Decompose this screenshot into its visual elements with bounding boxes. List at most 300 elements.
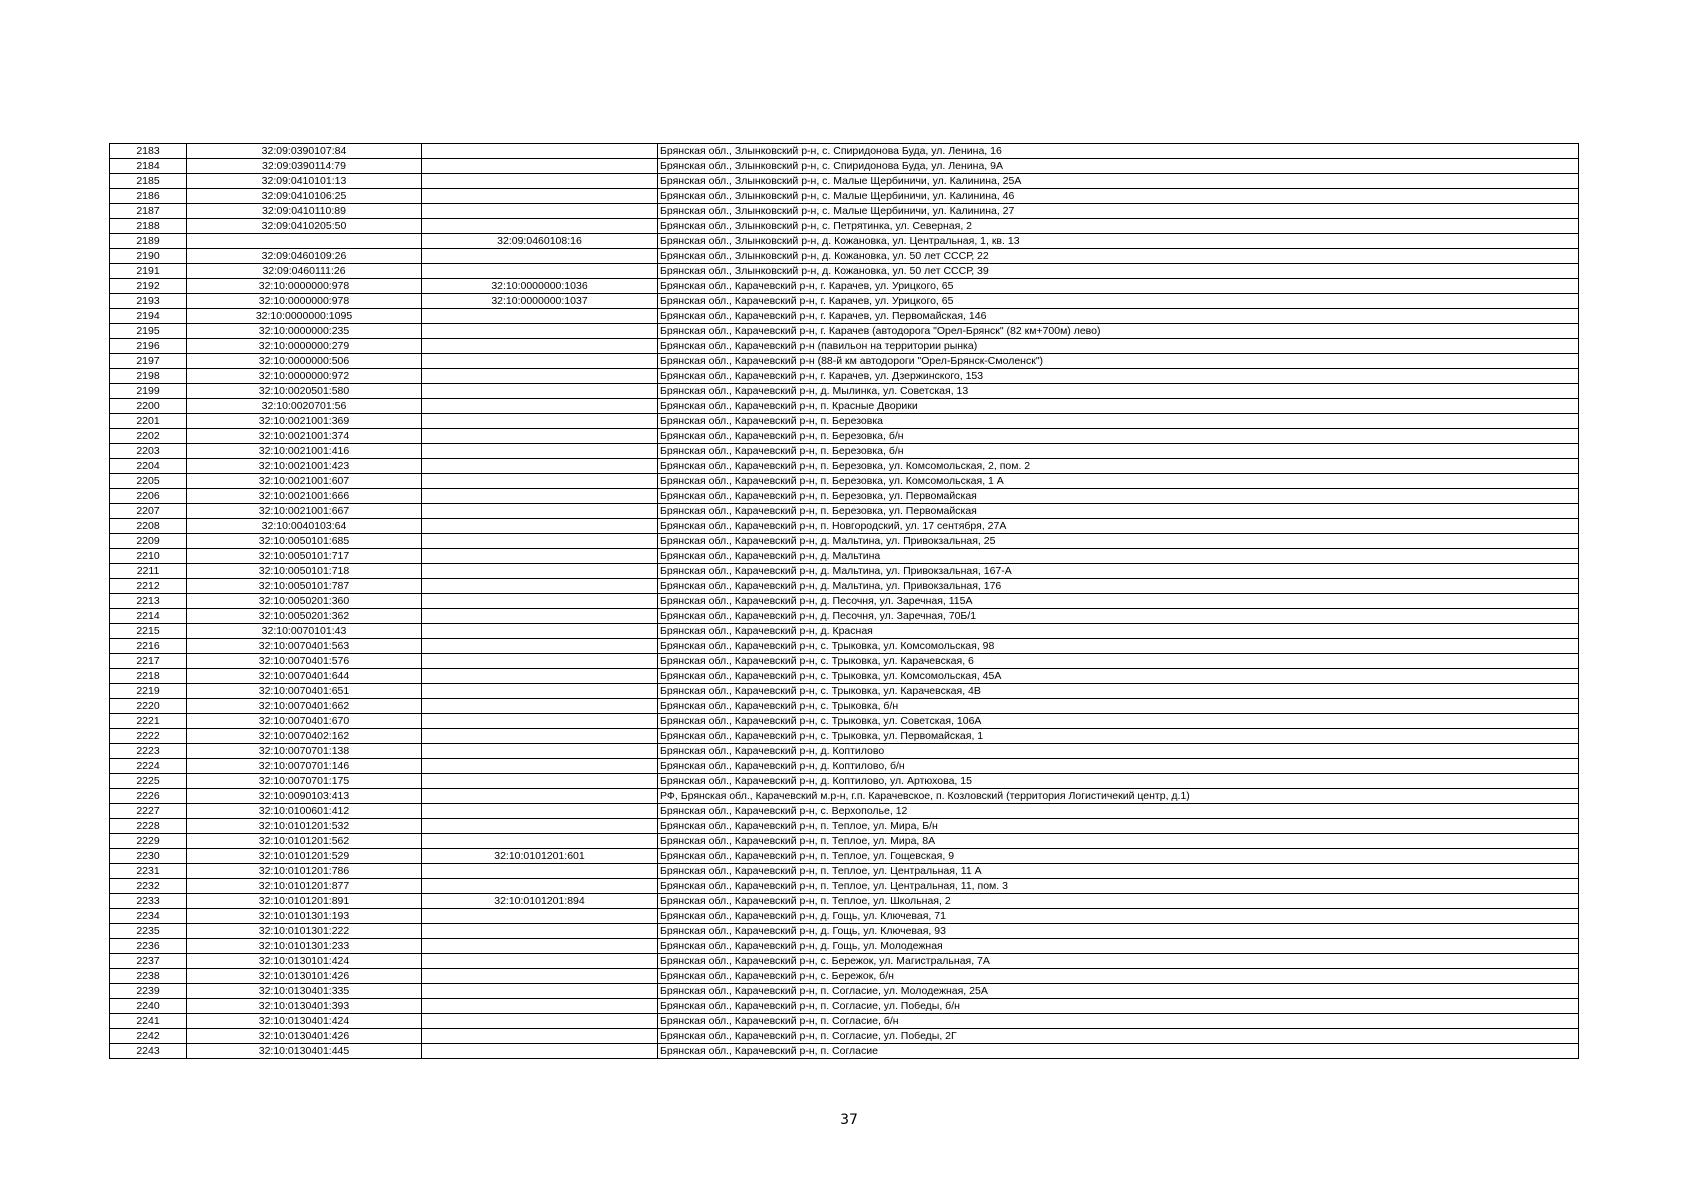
cadastral-number-cell: 32:10:0101201:529	[187, 849, 422, 864]
related-cadastral-number-cell	[422, 384, 658, 399]
table-row	[110, 639, 1579, 654]
cadastral-number-cell: 32:10:0101301:193	[187, 909, 422, 924]
related-cadastral-number-cell	[422, 534, 658, 549]
row-number-cell: 2229	[110, 834, 187, 849]
cadastral-number-cell: 32:10:0070701:146	[187, 759, 422, 774]
related-cadastral-number-cell	[422, 474, 658, 489]
related-cadastral-number-cell: 32:09:0460108:16	[422, 234, 658, 249]
related-cadastral-number-cell	[422, 909, 658, 924]
related-cadastral-number-cell	[422, 699, 658, 714]
related-cadastral-number-cell	[422, 339, 658, 354]
table-row	[110, 264, 1579, 279]
row-number-cell: 2201	[110, 414, 187, 429]
related-cadastral-number-cell	[422, 714, 658, 729]
address-cell: Брянская обл., Карачевский р-н, д. Гощь, ул. Ключевая, 71	[658, 909, 1579, 924]
row-number-cell: 2207	[110, 504, 187, 519]
address-cell: Брянская обл., Злынковский р-н, с. Спиридонова Буда, ул. Ленина, 9А	[658, 159, 1579, 174]
row-number-cell: 2230	[110, 849, 187, 864]
related-cadastral-number-cell: 32:10:0000000:1036	[422, 279, 658, 294]
address-cell: Брянская обл., Злынковский р-н, с. Малые Щербиничи, ул. Калинина, 27	[658, 204, 1579, 219]
cadastral-number-cell: 32:10:0101201:786	[187, 864, 422, 879]
related-cadastral-number-cell	[422, 1014, 658, 1029]
cadastral-number-cell: 32:10:0021001:369	[187, 414, 422, 429]
row-number-cell: 2206	[110, 489, 187, 504]
cadastral-number-cell: 32:09:0390107:84	[187, 144, 422, 159]
cadastral-number-cell: 32:10:0130401:335	[187, 984, 422, 999]
cadastral-number-cell: 32:10:0101301:233	[187, 939, 422, 954]
cadastral-number-cell: 32:10:0040103:64	[187, 519, 422, 534]
registry-table-body	[110, 144, 1579, 1059]
cadastral-number-cell: 32:10:0000000:978	[187, 294, 422, 309]
table-row	[110, 324, 1579, 339]
table-row	[110, 294, 1579, 309]
address-cell: Брянская обл., Злынковский р-н, д. Кожановка, ул. 50 лет СССР, 22	[658, 249, 1579, 264]
related-cadastral-number-cell	[422, 609, 658, 624]
address-cell: Брянская обл., Карачевский р-н, п. Березовка, ул. Комсомольская, 2, пом. 2	[658, 459, 1579, 474]
address-cell: Брянская обл., Карачевский р-н, п. Согласие, ул. Победы, 2Г	[658, 1029, 1579, 1044]
related-cadastral-number-cell	[422, 684, 658, 699]
cadastral-number-cell: 32:10:0000000:235	[187, 324, 422, 339]
related-cadastral-number-cell	[422, 264, 658, 279]
related-cadastral-number-cell	[422, 789, 658, 804]
table-row	[110, 999, 1579, 1014]
related-cadastral-number-cell	[422, 504, 658, 519]
table-row	[110, 489, 1579, 504]
table-row	[110, 984, 1579, 999]
related-cadastral-number-cell	[422, 744, 658, 759]
row-number-cell: 2200	[110, 399, 187, 414]
row-number-cell: 2235	[110, 924, 187, 939]
related-cadastral-number-cell	[422, 834, 658, 849]
table-row	[110, 309, 1579, 324]
cadastral-number-cell: 32:10:0070401:563	[187, 639, 422, 654]
row-number-cell: 2234	[110, 909, 187, 924]
address-cell: Брянская обл., Карачевский р-н, п. Березовка, б/н	[658, 429, 1579, 444]
cadastral-number-cell: 32:10:0100601:412	[187, 804, 422, 819]
table-row	[110, 939, 1579, 954]
row-number-cell: 2236	[110, 939, 187, 954]
table-row	[110, 1044, 1579, 1059]
related-cadastral-number-cell	[422, 174, 658, 189]
address-cell: Брянская обл., Карачевский р-н, д. Красная	[658, 624, 1579, 639]
address-cell: Брянская обл., Карачевский р-н, с. Трыковка, ул. Комсомольская, 98	[658, 639, 1579, 654]
related-cadastral-number-cell	[422, 489, 658, 504]
row-number-cell: 2228	[110, 819, 187, 834]
table-row	[110, 534, 1579, 549]
related-cadastral-number-cell	[422, 144, 658, 159]
cadastral-number-cell	[187, 234, 422, 249]
registry-table	[109, 143, 1579, 1059]
cadastral-number-cell: 32:09:0410101:13	[187, 174, 422, 189]
row-number-cell: 2204	[110, 459, 187, 474]
related-cadastral-number-cell	[422, 864, 658, 879]
address-cell: Брянская обл., Карачевский р-н, д. Мальтина, ул. Привокзальная, 25	[658, 534, 1579, 549]
row-number-cell: 2195	[110, 324, 187, 339]
address-cell: Брянская обл., Карачевский р-н, п. Теплое, ул. Гощевская, 9	[658, 849, 1579, 864]
table-row	[110, 504, 1579, 519]
row-number-cell: 2202	[110, 429, 187, 444]
address-cell: Брянская обл., Карачевский р-н, г. Карачев, ул. Урицкого, 65	[658, 279, 1579, 294]
table-row	[110, 744, 1579, 759]
row-number-cell: 2238	[110, 969, 187, 984]
cadastral-number-cell: 32:10:0050101:787	[187, 579, 422, 594]
address-cell: Брянская обл., Карачевский р-н, п. Березовка, ул. Комсомольская, 1 А	[658, 474, 1579, 489]
related-cadastral-number-cell	[422, 729, 658, 744]
related-cadastral-number-cell	[422, 984, 658, 999]
cadastral-number-cell: 32:09:0410110:89	[187, 204, 422, 219]
related-cadastral-number-cell	[422, 879, 658, 894]
row-number-cell: 2192	[110, 279, 187, 294]
related-cadastral-number-cell	[422, 819, 658, 834]
table-row	[110, 729, 1579, 744]
row-number-cell: 2191	[110, 264, 187, 279]
cadastral-number-cell: 32:10:0070401:670	[187, 714, 422, 729]
table-row	[110, 819, 1579, 834]
page-number: 37	[840, 1112, 858, 1128]
row-number-cell: 2217	[110, 654, 187, 669]
row-number-cell: 2183	[110, 144, 187, 159]
cadastral-number-cell: 32:10:0130401:445	[187, 1044, 422, 1059]
row-number-cell: 2189	[110, 234, 187, 249]
address-cell: Брянская обл., Карачевский р-н, д. Гощь, ул. Молодежная	[658, 939, 1579, 954]
cadastral-number-cell: 32:10:0101301:222	[187, 924, 422, 939]
cadastral-number-cell: 32:10:0101201:532	[187, 819, 422, 834]
row-number-cell: 2239	[110, 984, 187, 999]
row-number-cell: 2225	[110, 774, 187, 789]
table-row	[110, 924, 1579, 939]
table-row	[110, 579, 1579, 594]
address-cell: Брянская обл., Карачевский р-н, д. Коптилово, б/н	[658, 759, 1579, 774]
address-cell: Брянская обл., Злынковский р-н, с. Малые Щербиничи, ул. Калинина, 46	[658, 189, 1579, 204]
table-row	[110, 354, 1579, 369]
table-row	[110, 609, 1579, 624]
row-number-cell: 2243	[110, 1044, 187, 1059]
table-row	[110, 474, 1579, 489]
table-row	[110, 1014, 1579, 1029]
row-number-cell: 2211	[110, 564, 187, 579]
related-cadastral-number-cell	[422, 219, 658, 234]
related-cadastral-number-cell	[422, 939, 658, 954]
cadastral-number-cell: 32:10:0070101:43	[187, 624, 422, 639]
table-row	[110, 654, 1579, 669]
address-cell: Брянская обл., Карачевский р-н, с. Бережок, ул. Магистральная, 7А	[658, 954, 1579, 969]
address-cell: Брянская обл., Карачевский р-н, п. Березовка, б/н	[658, 444, 1579, 459]
address-cell: Брянская обл., Карачевский р-н (88-й км автодороги "Орел-Брянск-Смоленск")	[658, 354, 1579, 369]
table-row	[110, 774, 1579, 789]
table-row	[110, 759, 1579, 774]
related-cadastral-number-cell	[422, 579, 658, 594]
address-cell: Брянская обл., Карачевский р-н, д. Коптилово, ул. Артюхова, 15	[658, 774, 1579, 789]
related-cadastral-number-cell	[422, 639, 658, 654]
row-number-cell: 2237	[110, 954, 187, 969]
address-cell: Брянская обл., Злынковский р-н, д. Кожановка, ул. 50 лет СССР, 39	[658, 264, 1579, 279]
cadastral-number-cell: 32:10:0020501:580	[187, 384, 422, 399]
cadastral-number-cell: 32:09:0410205:50	[187, 219, 422, 234]
related-cadastral-number-cell	[422, 924, 658, 939]
address-cell: Брянская обл., Карачевский р-н, с. Трыковка, ул. Первомайская, 1	[658, 729, 1579, 744]
related-cadastral-number-cell	[422, 444, 658, 459]
address-cell: Брянская обл., Карачевский р-н, д. Песочня, ул. Заречная, 70Б/1	[658, 609, 1579, 624]
related-cadastral-number-cell: 32:10:0101201:601	[422, 849, 658, 864]
cadastral-number-cell: 32:10:0000000:506	[187, 354, 422, 369]
address-cell: Брянская обл., Карачевский р-н, д. Коптилово	[658, 744, 1579, 759]
row-number-cell: 2231	[110, 864, 187, 879]
row-number-cell: 2224	[110, 759, 187, 774]
row-number-cell: 2210	[110, 549, 187, 564]
related-cadastral-number-cell	[422, 669, 658, 684]
address-cell: Брянская обл., Карачевский р-н, с. Трыковка, ул. Советская, 106А	[658, 714, 1579, 729]
address-cell: Брянская обл., Карачевский р-н, с. Бережок, б/н	[658, 969, 1579, 984]
address-cell: Брянская обл., Карачевский р-н, г. Карачев, ул. Урицкого, 65	[658, 294, 1579, 309]
row-number-cell: 2212	[110, 579, 187, 594]
address-cell: Брянская обл., Карачевский р-н, г. Карачев, ул. Первомайская, 146	[658, 309, 1579, 324]
related-cadastral-number-cell	[422, 774, 658, 789]
table-row	[110, 249, 1579, 264]
address-cell: Брянская обл., Карачевский р-н, д. Гощь, ул. Ключевая, 93	[658, 924, 1579, 939]
cadastral-number-cell: 32:10:0130401:426	[187, 1029, 422, 1044]
address-cell: Брянская обл., Карачевский р-н, п. Согласие, ул. Победы, б/н	[658, 999, 1579, 1014]
table-row	[110, 564, 1579, 579]
related-cadastral-number-cell	[422, 204, 658, 219]
row-number-cell: 2242	[110, 1029, 187, 1044]
row-number-cell: 2193	[110, 294, 187, 309]
related-cadastral-number-cell	[422, 309, 658, 324]
address-cell: Брянская обл., Карачевский р-н, д. Мылинка, ул. Советская, 13	[658, 384, 1579, 399]
row-number-cell: 2196	[110, 339, 187, 354]
row-number-cell: 2241	[110, 1014, 187, 1029]
address-cell: Брянская обл., Карачевский р-н, п. Березовка, ул. Первомайская	[658, 504, 1579, 519]
cadastral-number-cell: 32:10:0000000:972	[187, 369, 422, 384]
related-cadastral-number-cell	[422, 999, 658, 1014]
address-cell: Брянская обл., Карачевский р-н, п. Согласие, ул. Молодежная, 25А	[658, 984, 1579, 999]
row-number-cell: 2186	[110, 189, 187, 204]
row-number-cell: 2232	[110, 879, 187, 894]
row-number-cell: 2199	[110, 384, 187, 399]
row-number-cell: 2205	[110, 474, 187, 489]
cadastral-number-cell: 32:10:0130401:393	[187, 999, 422, 1014]
cadastral-number-cell: 32:10:0050101:717	[187, 549, 422, 564]
address-cell: Брянская обл., Карачевский р-н, п. Теплое, ул. Школьная, 2	[658, 894, 1579, 909]
related-cadastral-number-cell: 32:10:0000000:1037	[422, 294, 658, 309]
table-row	[110, 159, 1579, 174]
related-cadastral-number-cell	[422, 759, 658, 774]
cadastral-number-cell: 32:10:0130101:426	[187, 969, 422, 984]
cadastral-number-cell: 32:09:0410106:25	[187, 189, 422, 204]
table-row	[110, 414, 1579, 429]
related-cadastral-number-cell	[422, 324, 658, 339]
related-cadastral-number-cell	[422, 1044, 658, 1059]
related-cadastral-number-cell	[422, 654, 658, 669]
row-number-cell: 2213	[110, 594, 187, 609]
table-row	[110, 174, 1579, 189]
table-row	[110, 444, 1579, 459]
table-row	[110, 369, 1579, 384]
cadastral-number-cell: 32:10:0070401:576	[187, 654, 422, 669]
related-cadastral-number-cell	[422, 249, 658, 264]
row-number-cell: 2208	[110, 519, 187, 534]
cadastral-number-cell: 32:10:0130101:424	[187, 954, 422, 969]
row-number-cell: 2215	[110, 624, 187, 639]
address-cell: Брянская обл., Карачевский р-н, с. Трыковка, ул. Карачевская, 4В	[658, 684, 1579, 699]
row-number-cell: 2209	[110, 534, 187, 549]
address-cell: Брянская обл., Карачевский р-н, п. Согласие	[658, 1044, 1579, 1059]
table-row	[110, 894, 1579, 909]
address-cell: Брянская обл., Карачевский р-н (павильон на территории рынка)	[658, 339, 1579, 354]
cadastral-number-cell: 32:10:0070402:162	[187, 729, 422, 744]
address-cell: Брянская обл., Карачевский р-н, д. Мальтина	[658, 549, 1579, 564]
table-row	[110, 219, 1579, 234]
row-number-cell: 2190	[110, 249, 187, 264]
cadastral-number-cell: 32:10:0130401:424	[187, 1014, 422, 1029]
cadastral-number-cell: 32:10:0000000:1095	[187, 309, 422, 324]
address-cell: Брянская обл., Карачевский р-н, п. Согласие, б/н	[658, 1014, 1579, 1029]
address-cell: РФ, Брянская обл., Карачевский м.р-н, г.п. Карачевское, п. Козловский (территория Логистичекий центр, д.1)	[658, 789, 1579, 804]
related-cadastral-number-cell: 32:10:0101201:894	[422, 894, 658, 909]
cadastral-number-cell: 32:10:0101201:891	[187, 894, 422, 909]
related-cadastral-number-cell	[422, 564, 658, 579]
related-cadastral-number-cell	[422, 429, 658, 444]
cadastral-number-cell: 32:09:0460111:26	[187, 264, 422, 279]
registry-sheet	[109, 143, 1579, 1059]
table-row	[110, 234, 1579, 249]
cadastral-number-cell: 32:09:0460109:26	[187, 249, 422, 264]
related-cadastral-number-cell	[422, 549, 658, 564]
table-row	[110, 204, 1579, 219]
table-row	[110, 669, 1579, 684]
row-number-cell: 2222	[110, 729, 187, 744]
address-cell: Брянская обл., Карачевский р-н, д. Песочня, ул. Заречная, 115А	[658, 594, 1579, 609]
table-row	[110, 384, 1579, 399]
table-row	[110, 789, 1579, 804]
row-number-cell: 2227	[110, 804, 187, 819]
table-row	[110, 849, 1579, 864]
row-number-cell: 2185	[110, 174, 187, 189]
address-cell: Брянская обл., Карачевский р-н, п. Березовка, ул. Первомайская	[658, 489, 1579, 504]
related-cadastral-number-cell	[422, 1029, 658, 1044]
cadastral-number-cell: 32:10:0050201:360	[187, 594, 422, 609]
table-row	[110, 339, 1579, 354]
address-cell: Брянская обл., Карачевский р-н, г. Карачев (автодорога "Орел-Брянск" (82 км+700м) лево)	[658, 324, 1579, 339]
address-cell: Брянская обл., Карачевский р-н, п. Красные Дворики	[658, 399, 1579, 414]
table-row	[110, 1029, 1579, 1044]
cadastral-number-cell: 32:10:0090103:413	[187, 789, 422, 804]
table-row	[110, 699, 1579, 714]
row-number-cell: 2233	[110, 894, 187, 909]
address-cell: Брянская обл., Карачевский р-н, с. Трыковка, б/н	[658, 699, 1579, 714]
row-number-cell: 2214	[110, 609, 187, 624]
cadastral-number-cell: 32:10:0020701:56	[187, 399, 422, 414]
cadastral-number-cell: 32:10:0021001:667	[187, 504, 422, 519]
row-number-cell: 2194	[110, 309, 187, 324]
row-number-cell: 2221	[110, 714, 187, 729]
row-number-cell: 2184	[110, 159, 187, 174]
address-cell: Брянская обл., Карачевский р-н, д. Мальтина, ул. Привокзальная, 176	[658, 579, 1579, 594]
table-row	[110, 969, 1579, 984]
table-row	[110, 684, 1579, 699]
address-cell: Брянская обл., Карачевский р-н, п. Теплое, ул. Центральная, 11 А	[658, 864, 1579, 879]
table-row	[110, 909, 1579, 924]
row-number-cell: 2198	[110, 369, 187, 384]
related-cadastral-number-cell	[422, 369, 658, 384]
address-cell: Брянская обл., Карачевский р-н, п. Новгородский, ул. 17 сентября, 27А	[658, 519, 1579, 534]
related-cadastral-number-cell	[422, 159, 658, 174]
related-cadastral-number-cell	[422, 414, 658, 429]
address-cell: Брянская обл., Карачевский р-н, с. Трыковка, ул. Карачевская, 6	[658, 654, 1579, 669]
cadastral-number-cell: 32:10:0050101:718	[187, 564, 422, 579]
cadastral-number-cell: 32:10:0021001:607	[187, 474, 422, 489]
cadastral-number-cell: 32:10:0050201:362	[187, 609, 422, 624]
cadastral-number-cell: 32:10:0021001:666	[187, 489, 422, 504]
cadastral-number-cell: 32:10:0070401:651	[187, 684, 422, 699]
address-cell: Брянская обл., Злынковский р-н, с. Петрятинка, ул. Северная, 2	[658, 219, 1579, 234]
table-row	[110, 834, 1579, 849]
row-number-cell: 2220	[110, 699, 187, 714]
address-cell: Брянская обл., Карачевский р-н, с. Трыковка, ул. Комсомольская, 45А	[658, 669, 1579, 684]
related-cadastral-number-cell	[422, 969, 658, 984]
table-row	[110, 864, 1579, 879]
row-number-cell: 2218	[110, 669, 187, 684]
row-number-cell: 2197	[110, 354, 187, 369]
table-row	[110, 459, 1579, 474]
row-number-cell: 2188	[110, 219, 187, 234]
table-row	[110, 279, 1579, 294]
address-cell: Брянская обл., Злынковский р-н, с. Спиридонова Буда, ул. Ленина, 16	[658, 144, 1579, 159]
cadastral-number-cell: 32:10:0000000:978	[187, 279, 422, 294]
cadastral-number-cell: 32:10:0000000:279	[187, 339, 422, 354]
related-cadastral-number-cell	[422, 189, 658, 204]
row-number-cell: 2219	[110, 684, 187, 699]
table-row	[110, 429, 1579, 444]
related-cadastral-number-cell	[422, 519, 658, 534]
row-number-cell: 2187	[110, 204, 187, 219]
address-cell: Брянская обл., Карачевский р-н, п. Теплое, ул. Мира, Б/н	[658, 819, 1579, 834]
related-cadastral-number-cell	[422, 459, 658, 474]
row-number-cell: 2240	[110, 999, 187, 1014]
related-cadastral-number-cell	[422, 399, 658, 414]
table-row	[110, 549, 1579, 564]
cadastral-number-cell: 32:10:0070701:175	[187, 774, 422, 789]
table-row	[110, 519, 1579, 534]
cadastral-number-cell: 32:10:0101201:877	[187, 879, 422, 894]
cadastral-number-cell: 32:10:0021001:416	[187, 444, 422, 459]
cadastral-number-cell: 32:10:0021001:423	[187, 459, 422, 474]
table-row	[110, 954, 1579, 969]
address-cell: Брянская обл., Злынковский р-н, д. Кожановка, ул. Центральная, 1, кв. 13	[658, 234, 1579, 249]
related-cadastral-number-cell	[422, 954, 658, 969]
address-cell: Брянская обл., Карачевский р-н, п. Теплое, ул. Центральная, 11, пом. 3	[658, 879, 1579, 894]
table-row	[110, 594, 1579, 609]
table-row	[110, 879, 1579, 894]
related-cadastral-number-cell	[422, 354, 658, 369]
cadastral-number-cell: 32:09:0390114:79	[187, 159, 422, 174]
address-cell: Брянская обл., Злынковский р-н, с. Малые Щербиничи, ул. Калинина, 25А	[658, 174, 1579, 189]
table-row	[110, 624, 1579, 639]
cadastral-number-cell: 32:10:0101201:562	[187, 834, 422, 849]
table-row	[110, 804, 1579, 819]
row-number-cell: 2203	[110, 444, 187, 459]
cadastral-number-cell: 32:10:0021001:374	[187, 429, 422, 444]
address-cell: Брянская обл., Карачевский р-н, п. Березовка	[658, 414, 1579, 429]
address-cell: Брянская обл., Карачевский р-н, п. Теплое, ул. Мира, 8А	[658, 834, 1579, 849]
related-cadastral-number-cell	[422, 594, 658, 609]
cadastral-number-cell: 32:10:0070401:644	[187, 669, 422, 684]
related-cadastral-number-cell	[422, 804, 658, 819]
table-row	[110, 714, 1579, 729]
address-cell: Брянская обл., Карачевский р-н, с. Верхополье, 12	[658, 804, 1579, 819]
row-number-cell: 2223	[110, 744, 187, 759]
cadastral-number-cell: 32:10:0070401:662	[187, 699, 422, 714]
related-cadastral-number-cell	[422, 624, 658, 639]
